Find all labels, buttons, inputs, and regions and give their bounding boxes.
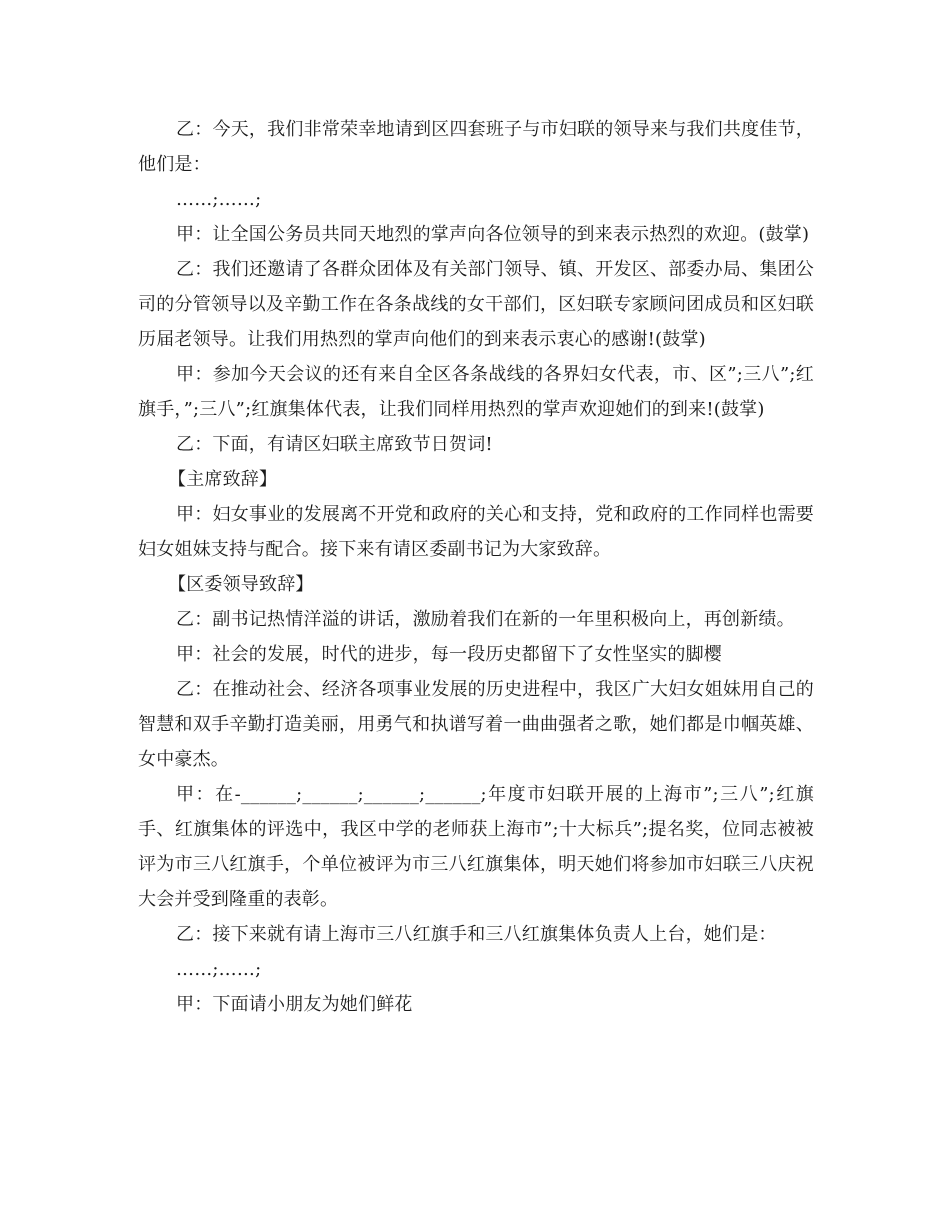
- paragraph-5: 甲：参加今天会议的还有来自全区各条战线的各界妇女代表，市、区”;三八”;红旗手，”;三八”;红旗集体代表，让我们同样用热烈的掌声欢迎她们的到来!(鼓掌): [138, 364, 814, 420]
- paragraph-6: 乙：下面，有请区妇联主席致节日贺词!: [176, 434, 493, 455]
- paragraph-12: 乙：在推动社会、经济各项事业发展的历史进程中，我区广大妇女姐妹用自己的智慧和双手辛勤打造美丽，用勇气和执谱写着一曲曲强者之歌，她们都是巾帼英雄、女中豪杰。: [138, 679, 814, 770]
- document-body: [138, 112, 814, 1022]
- paragraph-11: 甲：社会的发展，时代的进步，每一段历史都留下了女性坚实的脚樱: [176, 644, 722, 665]
- paragraph-3: 甲：让全国公务员共同天地烈的掌声向各位领导的到来表示热烈的欢迎。(鼓掌): [176, 224, 810, 245]
- paragraph-1: 乙：今天，我们非常荣幸地请到区四套班子与市妇联的领导来与我们共度佳节，他们是：: [138, 119, 814, 175]
- paragraph-15: ……;……;: [176, 959, 262, 980]
- section-heading-leader-speech: 【区委领导致辞】: [168, 574, 314, 595]
- paragraph-16: 甲：下面请小朋友为她们鲜花: [176, 994, 413, 1015]
- paragraph-13: 甲：在-______;______;______;______;年度市妇联开展的上海市”;三八”;红旗手、红旗集体的评选中，我区中学的老师获上海市”;十大标兵”;提名奖，位同志被被评为市三八红旗手，个单位被评为市三八红旗集体，明天她们将参加市妇联三八庆祝大会并受到隆重的表彰。: [138, 784, 814, 910]
- paragraph-2: ……;……;: [176, 189, 262, 210]
- paragraph-14: 乙：接下来就有请上海市三八红旗手和三八红旗集体负责人上台，她们是：: [176, 924, 777, 945]
- section-heading-chair-speech: 【主席致辞】: [168, 469, 278, 490]
- paragraph-8: 甲：妇女事业的发展离不开党和政府的关心和支持，党和政府的工作同样也需要妇女姐妹支持与配合。接下来有请区委副书记为大家致辞。: [138, 504, 814, 560]
- paragraph-10: 乙：副书记热情洋溢的讲话，激励着我们在新的一年里积极向上，再创新绩。: [176, 609, 795, 630]
- paragraph-4: 乙：我们还邀请了各群众团体及有关部门领导、镇、开发区、部委办局、集团公司的分管领导以及辛勤工作在各条战线的女干部们，区妇联专家顾问团成员和区妇联历届老领导。让我们用热烈的掌声向他们的到来表示衷心的感谢!(鼓掌): [138, 259, 814, 350]
